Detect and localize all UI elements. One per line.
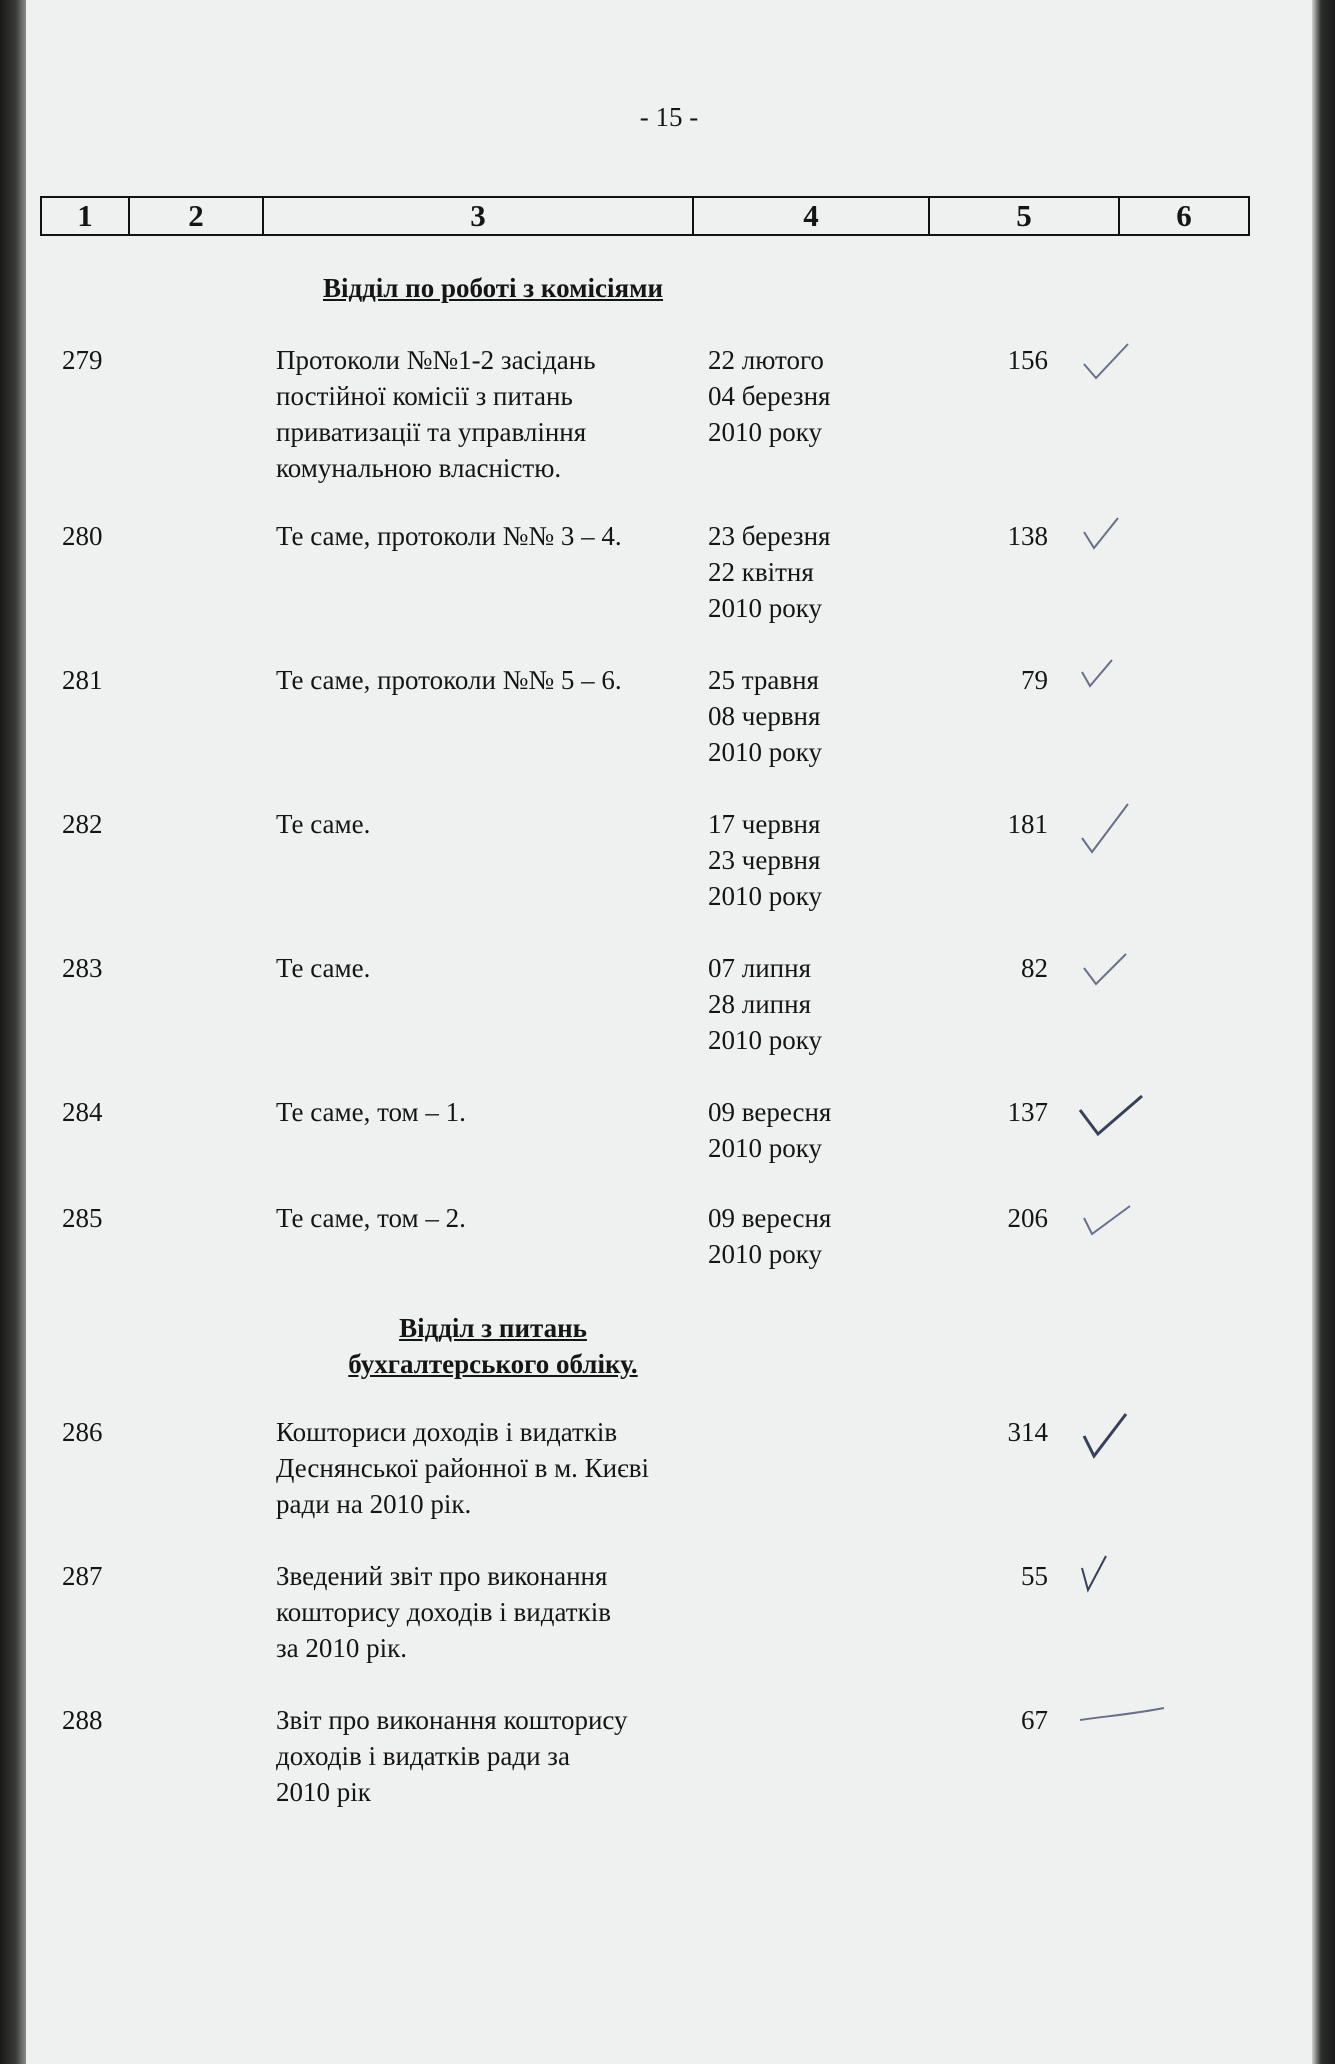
- row-number: 279: [62, 345, 103, 375]
- header-col-4: 4: [694, 198, 930, 234]
- section-title-line: Відділ з питань: [399, 1313, 587, 1343]
- date-line: 17 червня: [708, 809, 821, 839]
- row-description: [276, 1702, 716, 1810]
- row-sheet-count: 137: [1007, 1097, 1048, 1127]
- row-description: [276, 1414, 716, 1522]
- table-header: [40, 196, 1250, 236]
- row-number: 285: [62, 1203, 103, 1233]
- page-number: - 15 -: [639, 102, 699, 132]
- check-mark-icon: [1078, 946, 1138, 996]
- check-mark-icon: [1078, 658, 1138, 708]
- desc-line: доходів і видатків ради за: [276, 1741, 570, 1771]
- row-number: 286: [62, 1417, 103, 1447]
- row-sheet-count: 55: [1021, 1561, 1048, 1591]
- date-line: 23 березня: [708, 521, 831, 551]
- desc-line: 2010 рік: [276, 1777, 371, 1807]
- row-description: [276, 518, 716, 554]
- row-sheet-count: 181: [1007, 809, 1048, 839]
- desc-line: Протоколи №№1-2 засідань: [276, 345, 596, 375]
- row-number: 282: [62, 809, 103, 839]
- row-dates: [708, 1200, 948, 1272]
- scan-left-edge: [0, 0, 26, 2064]
- row-number: 284: [62, 1097, 103, 1127]
- desc-line: Те саме.: [276, 809, 371, 839]
- check-mark-icon: [1078, 338, 1138, 388]
- header-col-6: 6: [1176, 198, 1192, 233]
- date-line: 2010 року: [708, 1025, 822, 1055]
- header-col-5: 5: [930, 198, 1120, 234]
- row-sheet-count: 67: [1021, 1705, 1048, 1735]
- desc-line: Зведений звіт про виконання: [276, 1561, 608, 1591]
- header-col-2: 2: [130, 198, 264, 234]
- section-title-commissions: [278, 270, 708, 306]
- desc-line: кошторису доходів і видатків: [276, 1597, 611, 1627]
- row-description: [276, 950, 716, 986]
- row-dates: [708, 1094, 948, 1166]
- row-dates: [708, 518, 948, 626]
- row-dates: [708, 342, 948, 450]
- row-description: [276, 342, 716, 486]
- row-number: 288: [62, 1705, 103, 1735]
- date-line: 2010 року: [708, 1239, 822, 1269]
- row-number: 287: [62, 1561, 103, 1591]
- row-dates: [708, 950, 948, 1058]
- row-description: [276, 806, 716, 842]
- date-line: 28 липня: [708, 989, 811, 1019]
- section-title-accounting: [278, 1310, 708, 1382]
- desc-line: Звіт про виконання кошторису: [276, 1705, 628, 1735]
- row-dates: [708, 806, 948, 914]
- date-line: 2010 року: [708, 417, 822, 447]
- row-dates: [708, 662, 948, 770]
- check-mark-icon: [1078, 1196, 1138, 1246]
- check-mark-icon: [1078, 1090, 1148, 1150]
- desc-line: Те саме, том – 2.: [276, 1203, 466, 1233]
- check-mark-icon: [1078, 514, 1138, 564]
- desc-line: Те саме.: [276, 953, 371, 983]
- date-line: 23 червня: [708, 845, 821, 875]
- date-line: 25 травня: [708, 665, 819, 695]
- row-number: 280: [62, 521, 103, 551]
- date-line: 2010 року: [708, 881, 822, 911]
- header-col-3: 3: [264, 198, 694, 234]
- document-page: [26, 0, 1312, 2064]
- row-sheet-count: 156: [1007, 345, 1048, 375]
- date-line: 04 березня: [708, 381, 831, 411]
- check-mark-icon: [1078, 1410, 1138, 1470]
- check-mark-icon: [1078, 802, 1138, 862]
- desc-line: ради на 2010 рік.: [276, 1489, 472, 1519]
- desc-line: Кошториси доходів і видатків: [276, 1417, 618, 1447]
- desc-line: Те саме, протоколи №№ 5 – 6.: [276, 665, 622, 695]
- date-line: 22 квітня: [708, 557, 814, 587]
- section-title-line: Відділ по роботі з комісіями: [322, 273, 664, 303]
- desc-line: комунальною власністю.: [276, 453, 562, 483]
- row-description: [276, 1200, 716, 1236]
- desc-line: Те саме, том – 1.: [276, 1097, 466, 1127]
- desc-line: за 2010 рік.: [276, 1633, 408, 1663]
- desc-line: постійної комісії з питань: [276, 381, 573, 411]
- section-title-line: бухгалтерського обліку.: [348, 1349, 638, 1379]
- check-mark-icon: [1078, 1698, 1168, 1738]
- date-line: 22 лютого: [708, 345, 824, 375]
- row-sheet-count: 82: [1021, 953, 1048, 983]
- row-description: [276, 1558, 716, 1666]
- desc-line: Те саме, протоколи №№ 3 – 4.: [276, 521, 622, 551]
- date-line: 09 вересня: [708, 1097, 832, 1127]
- row-description: [276, 1094, 716, 1130]
- row-number: 281: [62, 665, 103, 695]
- row-sheet-count: 79: [1021, 665, 1048, 695]
- scan-right-edge: [1312, 0, 1335, 2064]
- desc-line: приватизації та управління: [276, 417, 587, 447]
- header-col-1: 1: [42, 198, 130, 234]
- date-line: 2010 року: [708, 593, 822, 623]
- date-line: 08 червня: [708, 701, 821, 731]
- date-line: 2010 року: [708, 737, 822, 767]
- row-sheet-count: 206: [1007, 1203, 1048, 1233]
- row-description: [276, 662, 716, 698]
- row-sheet-count: 138: [1007, 521, 1048, 551]
- check-mark-icon: [1078, 1554, 1138, 1604]
- row-sheet-count: 314: [1007, 1417, 1048, 1447]
- desc-line: Деснянської районної в м. Києві: [276, 1453, 649, 1483]
- date-line: 07 липня: [708, 953, 811, 983]
- date-line: 2010 року: [708, 1133, 822, 1163]
- row-number: 283: [62, 953, 103, 983]
- date-line: 09 вересня: [708, 1203, 832, 1233]
